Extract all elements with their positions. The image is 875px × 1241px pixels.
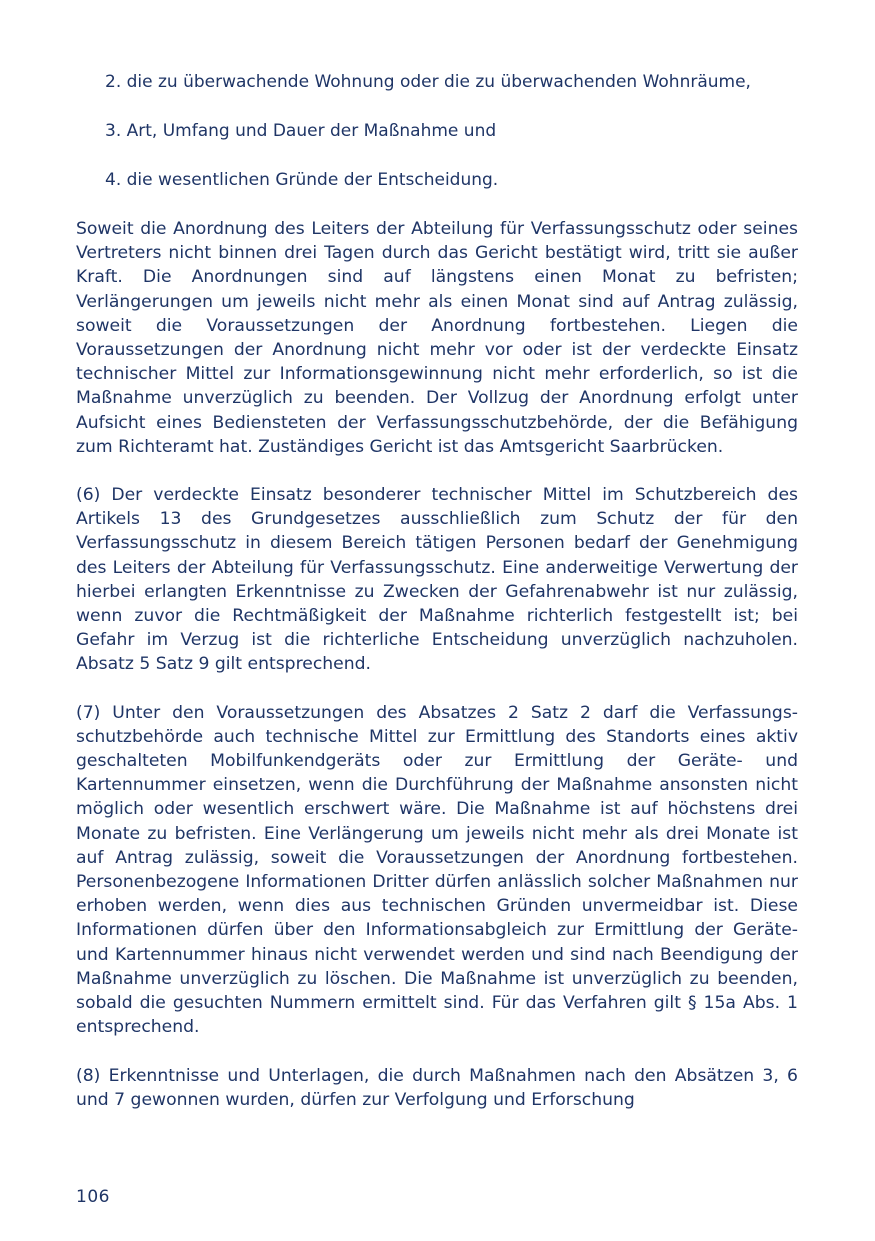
paragraph-7: (7) Unter den Voraussetzungen des Absatzes 2 Satz 2 darf die Verfassungsschutzbehörde auch technische Mittel zur Ermittlung des Standorts eines aktiv geschalteten Mobilfunkendgeräts oder zur Ermittlung der Geräte- und Kartennummer einsetzen, wenn die Durchführung der Maßnahme ansonsten nicht möglich oder wesentlich erschwert wäre. Die Maßnahme ist auf höchstens drei Monate zu befristen. Eine Verlängerung um jeweils nicht mehr als drei Monate ist auf Antrag zulässig, soweit die Voraussetzungen der Anordnung fortbestehen. Personenbezogene Informationen Dritter dürfen anlässlich solcher Maßnahmen nur erhoben werden, wenn dies aus technischen Gründen unvermeidbar ist. Diese Informationen dürfen über den Informationsabgleich zur Ermittlung der Geräte- und Kartennummer hinaus nicht verwendet werden und sind nach Beendigung der Maßnahme unverzüglich zu löschen. Die Maßnahme ist unverzüglich zu beenden, sobald die gesuchten Nummern ermittelt sind. Für das Verfahren gilt § 15a Abs. 1 entsprechend. <box>76 702 798 1038</box>
list-item-2: 2. die zu überwachende Wohnung oder die zu überwachenden Wohnräume, <box>105 72 751 92</box>
paragraph-8: (8) Erkenntnisse und Unterlagen, die durch Maßnahmen nach den Absätzen 3, 6 und 7 gewonnen wurden, dürfen zur Verfolgung und Erforschung <box>76 1065 798 1110</box>
page-body <box>76 70 798 1136</box>
list-item-3: 3. Art, Umfang und Dauer der Maßnahme und <box>105 121 497 141</box>
list-item-4: 4. die wesentlichen Gründe der Entscheidung. <box>105 170 499 190</box>
paragraph-validity: Soweit die Anordnung des Leiters der Abteilung für Verfassungsschutz oder seines Vertreters nicht binnen drei Tagen durch das Gericht bestätigt wird, tritt sie außer Kraft. Die Anordnungen sind auf längstens einen Monat zu befristen; Verlängerungen um jeweils nicht mehr als einen Monat sind auf Antrag zulässig, soweit die Voraussetzungen der Anordnung fortbestehen. Liegen die Voraussetzungen der Anordnung nicht mehr vor oder ist der verdeckte Einsatz technischer Mittel zur Informationsgewinnung nicht mehr erforderlich, so ist die Maßnahme unverzüglich zu beenden. Der Vollzug der Anordnung erfolgt unter Aufsicht eines Bediensteten der Verfassungsschutzbehörde, der die Befähigung zum Richteramt hat. Zuständiges Gericht ist das Amtsgericht Saarbrücken. <box>76 219 798 457</box>
page-number: 106 <box>76 1187 110 1207</box>
paragraph-6: (6) Der verdeckte Einsatz besonderer technischer Mittel im Schutzbereich des Artikels 13 des Grundgesetzes ausschließlich zum Schutz der für den Verfassungsschutz in diesem Bereich tätigen Personen bedarf der Genehmigung des Leiters der Abteilung für Verfassungsschutz. Eine anderweitige Verwertung der hierbei erlangten Erkenntnisse zu Zwecken der Gefahrenabwehr ist nur zulässig, wenn zuvor die Rechtmäßigkeit der Maßnahme richterlich festgestellt ist; bei Gefahr im Verzug ist die richterliche Entscheidung unverzüglich nachzuholen. Absatz 5 Satz 9 gilt entsprechend. <box>76 485 798 675</box>
